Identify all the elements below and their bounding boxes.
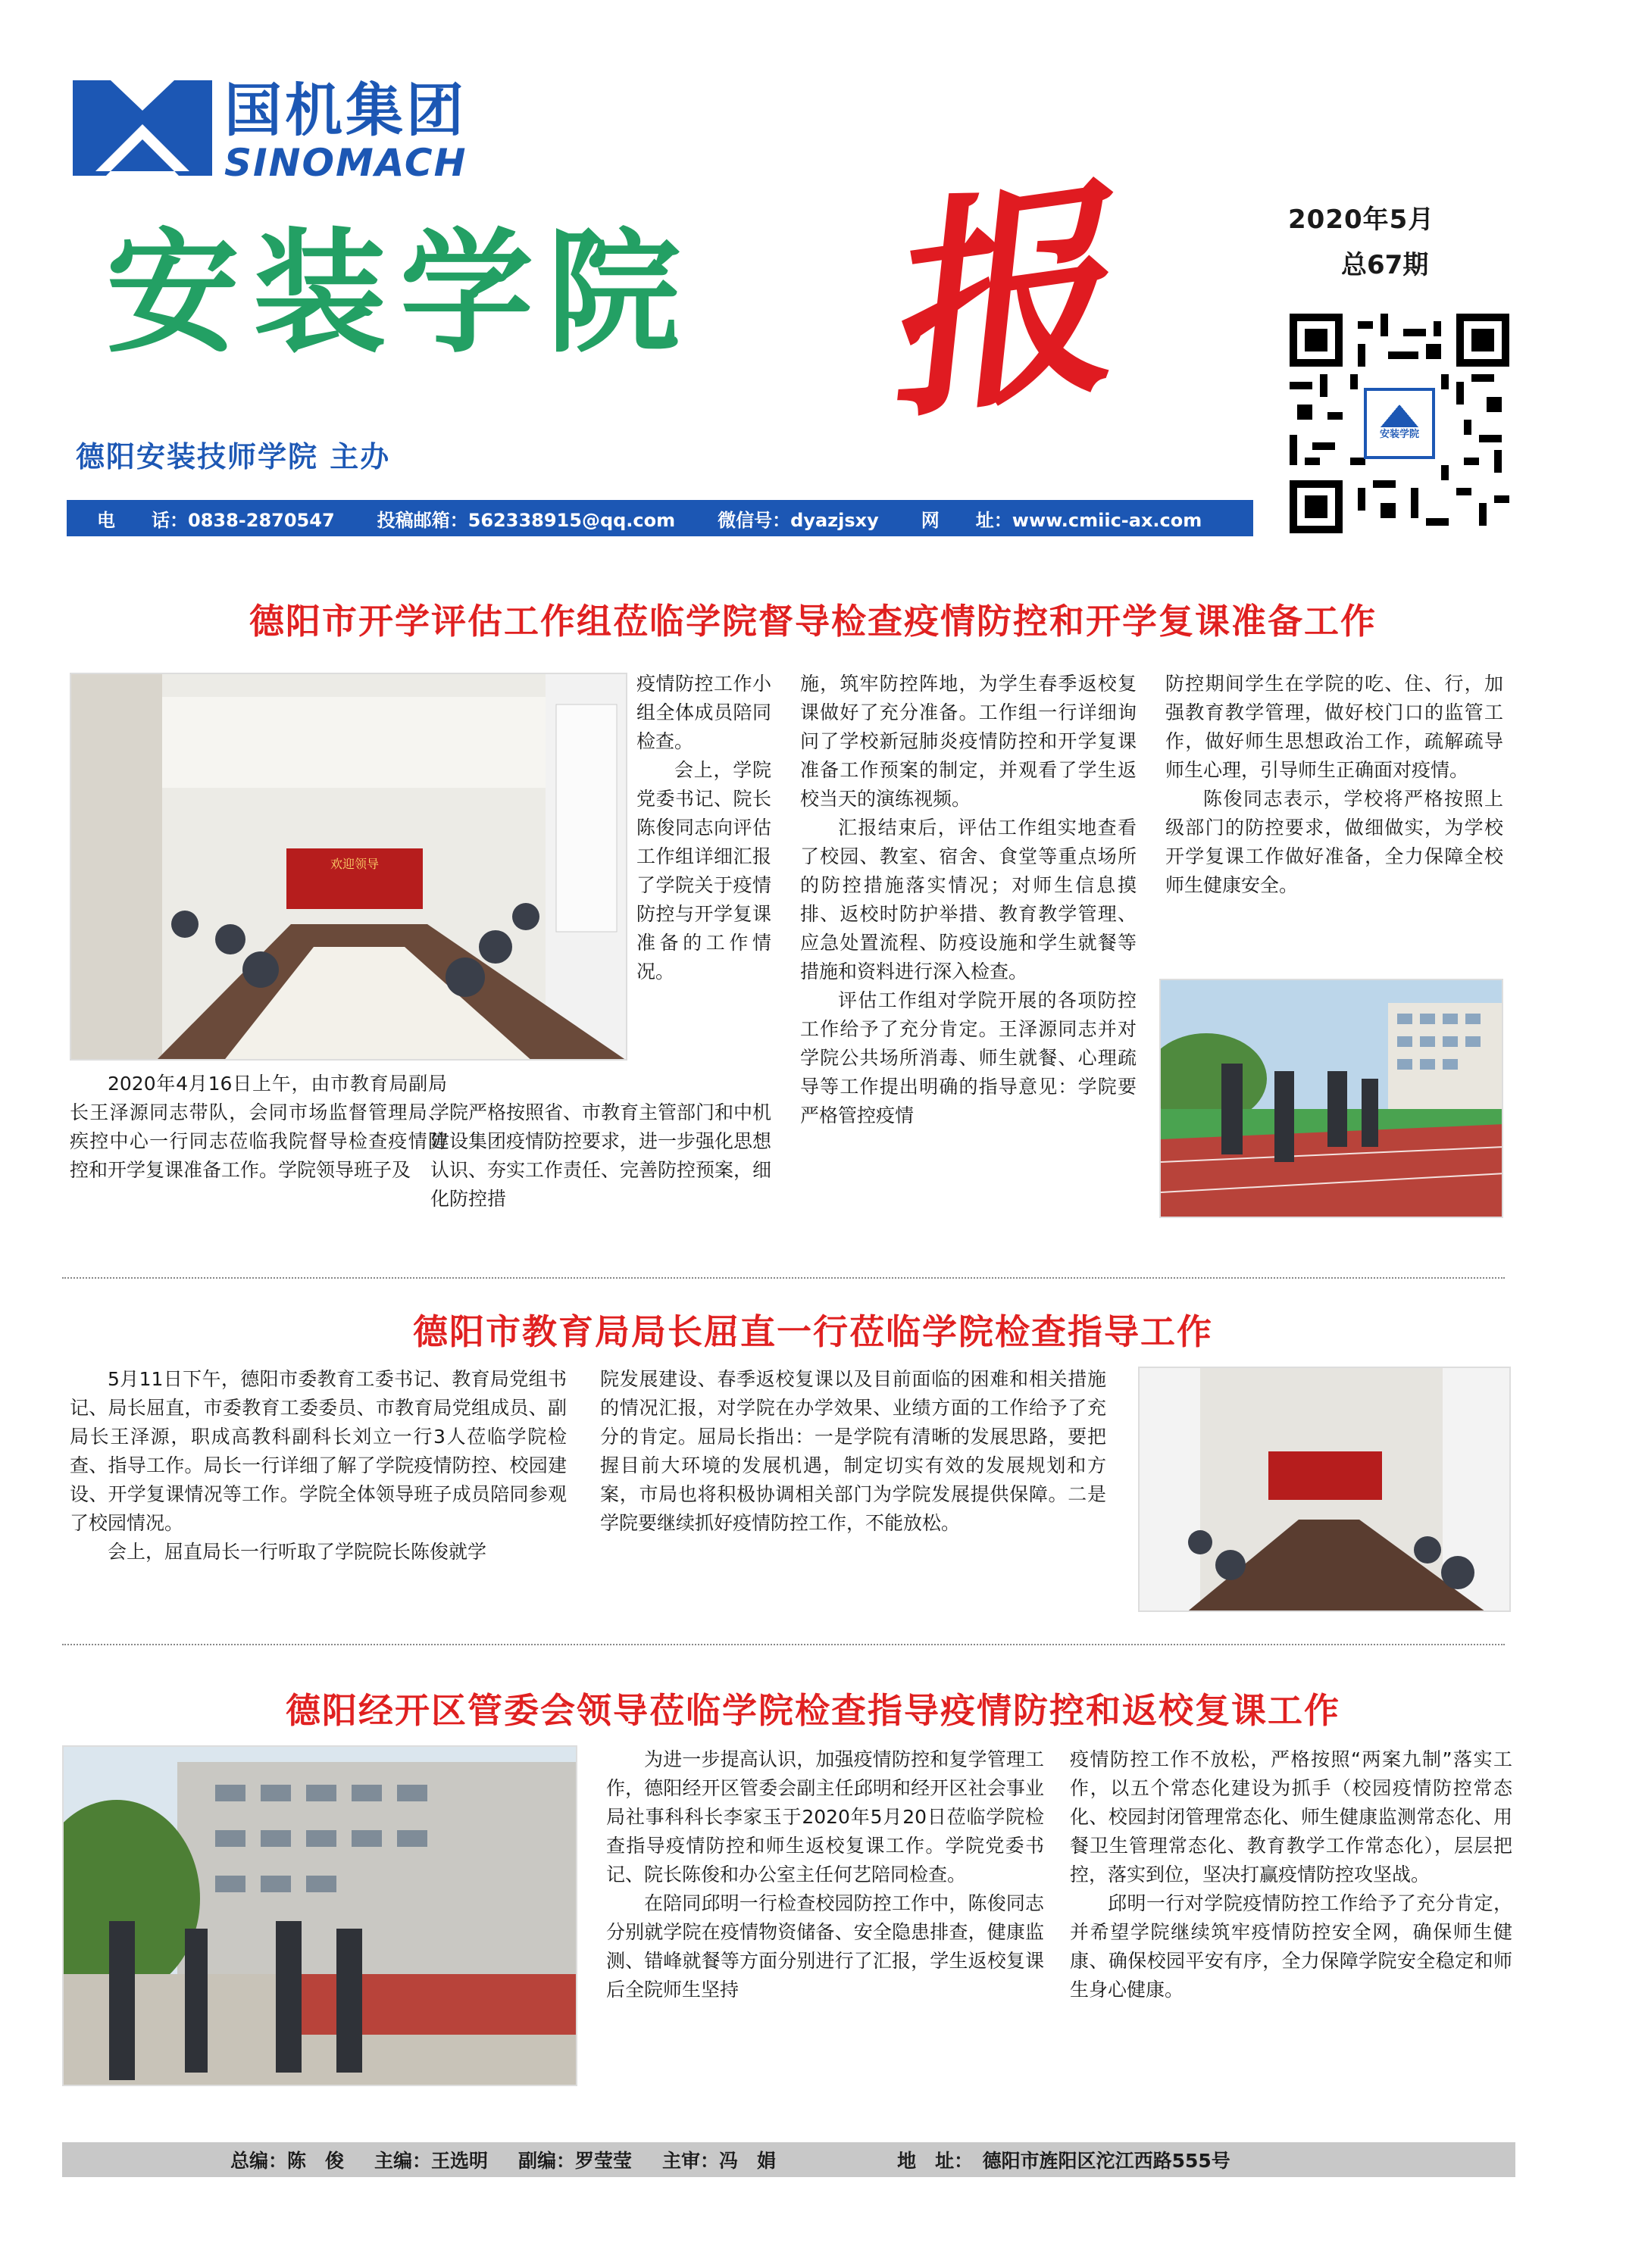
contact-wechat: 微信号：dyazjsxy bbox=[718, 509, 879, 531]
article1-headline: 德阳市开学评估工作组莅临学院督导检查疫情防控和开学复课准备工作 bbox=[249, 601, 1377, 642]
article2-col1 bbox=[70, 1365, 567, 1567]
article1-paragraph: 汇报结束后，评估工作组实地查看了校园、教室、宿舍、食堂等重点场所的防控措施落实情况；对师生信息摸排、返校时防护举措、教育教学管理、应急处置流程、防疫设施和学生就餐等措施和资料进行深入检查。 bbox=[800, 817, 1137, 982]
article1-col2b bbox=[430, 1098, 771, 1214]
footer-deputy-editor: 副编：罗莹莹 bbox=[518, 2150, 633, 2172]
photo-screen-title: 欢迎领导 bbox=[330, 857, 379, 871]
article2-paragraph: 院发展建设、春季返校复课以及目前面临的困难和相关措施的情况汇报，对学院在办学效果、业绩方面的工作给予了充分的肯定。屈局长指出：一是学院有清晰的发展思路，要把握目前大环境的发展机遇，制定切实有效的发展规划和方案，市局也将积极协调相关部门为学院发展提供保障。二是学院要继续抓好疫情防控工作，不能放松。 bbox=[600, 1368, 1106, 1534]
article2-headline: 德阳市教育局局长屈直一行莅临学院检查指导工作 bbox=[413, 1311, 1213, 1352]
footer-reviewer: 主审：冯 娟 bbox=[662, 2150, 777, 2172]
article1-paragraph: 评估工作组对学院开展的各项防控工作给予了充分肯定。王泽源同志并对学院公共场所消毒、师生就餐、心理疏导等工作提出明确的指导意见：学院要严格管控疫情 bbox=[800, 989, 1137, 1126]
article3-paragraph: 疫情防控工作不放松，严格按照“两案九制”落实工作，以五个常态化建设为抓手（校园疫情防控常态化、校园封闭管理常态化、师生健康监测常态化、用餐卫生管理常态化、教育教学工作常态化），层层把控，落实到位，坚决打赢疫情防控攻坚战。 bbox=[1070, 1748, 1512, 1885]
contact-email: 投稿邮箱：562338915@qq.com bbox=[377, 509, 676, 531]
qr-center-label: 安装学院 bbox=[1379, 429, 1419, 440]
article1-paragraph: 会上，学院党委书记、院长陈俊同志向评估工作组详细汇报了学院关于疫情防控与开学复课准备的工作情况。 bbox=[636, 759, 771, 982]
footer-editor-chief: 总编：陈 俊 bbox=[230, 2150, 345, 2172]
article1-paragraph: 陈俊同志表示，学校将严格按照上级部门的防控要求，做细做实，为学校开学复课工作做好准备，全力保障全校师生健康安全。 bbox=[1165, 788, 1503, 896]
contact-phone: 电 话：0838-2870547 bbox=[97, 509, 335, 531]
meeting-room-photo bbox=[70, 673, 627, 1061]
footer-editor: 主编：王选明 bbox=[374, 2150, 489, 2172]
meeting-photo bbox=[1138, 1367, 1511, 1612]
article1-paragraph: 施，筑牢防控阵地，为学生春季返校复课做好了充分准备。工作组一行详细询问了学校新冠肺炎疫情防控和开学复课准备工作预案的制定，并观看了学生返校当天的演练视频。 bbox=[800, 673, 1137, 810]
logo-english-text: SINOMACH bbox=[224, 141, 467, 185]
contact-website: 网 址：www.cmiic-ax.com bbox=[921, 509, 1202, 531]
article2-col2 bbox=[600, 1365, 1106, 1538]
article1-col2a bbox=[636, 670, 771, 986]
logo-chinese-text: 国机集团 bbox=[224, 77, 467, 144]
article2-paragraph: 会上，屈直局长一行听取了学院院长陈俊就学 bbox=[108, 1541, 487, 1563]
article1-paragraph: 防控期间学生在学院的吃、住、行，加强教育教学管理，做好校门口的监管工作，做好师生思想政治工作，疏解疏导师生心理，引导师生正确面对疫情。 bbox=[1165, 673, 1503, 781]
article1-paragraph: 2020年4月16日上午，由市教育局副局长王泽源同志带队，会同市场监督管理局、疾控中心一行同志莅临我院督导检查疫情防控和开学复课准备工作。学院领导班子及 bbox=[70, 1073, 447, 1181]
article1-col3 bbox=[800, 670, 1137, 1130]
section-divider bbox=[62, 1277, 1505, 1279]
article3-col1 bbox=[606, 1745, 1044, 2004]
qr-code-icon bbox=[1288, 314, 1511, 533]
article1-paragraph: 学院严格按照省、市教育主管部门和中机建设集团疫情防控要求，进一步强化思想认识、夯实工作责任、完善防控预案，细化防控措 bbox=[430, 1101, 772, 1210]
footer-bar bbox=[62, 2142, 1515, 2177]
inspection-photo bbox=[62, 1745, 577, 2086]
issue-number: 总67期 bbox=[1341, 250, 1429, 280]
article3-col2 bbox=[1070, 1745, 1512, 2004]
article2-paragraph: 5月11日下午，德阳市委教育工委书记、教育局党组书记、局长屈直，市委教育工委委员、市教育局党组成员、副局长王泽源，职成高教科副科长刘立一行3人莅临学院检查、指导工作。局长一行详细了解了学院疫情防控、校园建设、开学复课情况等工作。学院全体领导班子成员陪同参观了校园情况。 bbox=[70, 1368, 567, 1534]
newspaper-title: 安装学院 bbox=[106, 216, 695, 371]
article3-paragraph: 邱明一行对学院疫情防控工作给予了充分肯定，并希望学院继续筑牢疫情防控安全网，确保师生健康、确保校园平安有序，全力保障学院安全稳定和师生身心健康。 bbox=[1070, 1892, 1512, 2001]
footer-address: 地 址： 德阳市旌阳区沱江西路555号 bbox=[897, 2150, 1230, 2172]
article1-col4 bbox=[1165, 670, 1503, 900]
sinomach-logo-icon bbox=[73, 80, 212, 176]
article1-col1 bbox=[70, 1070, 447, 1185]
article1-paragraph: 疫情防控工作小组全体成员陪同检查。 bbox=[636, 673, 771, 752]
section-divider bbox=[62, 1644, 1505, 1645]
campus-walk-photo bbox=[1159, 979, 1503, 1218]
contact-bar bbox=[67, 500, 1253, 536]
sponsor-line: 德阳安装技师学院 主办 bbox=[76, 440, 391, 473]
article3-headline: 德阳经开区管委会领导莅临学院检查指导疫情防控和返校复课工作 bbox=[286, 1690, 1340, 1731]
newspaper-title-bao: 报 bbox=[861, 154, 1124, 451]
issue-date: 2020年5月 bbox=[1288, 205, 1435, 235]
article3-paragraph: 在陪同邱明一行检查校园防控工作中，陈俊同志分别就学院在疫情物资储备、安全隐患排查，健康监测、错峰就餐等方面分别进行了汇报，学生返校复课后全院师生坚持 bbox=[606, 1892, 1044, 2001]
article3-paragraph: 为进一步提高认识，加强疫情防控和复学管理工作，德阳经开区管委会副主任邱明和经开区社会事业局社事科科长李家玉于2020年5月20日莅临学院检查指导疫情防控和师生返校复课工作。学院党委书记、院长陈俊和办公室主任何艺陪同检查。 bbox=[606, 1748, 1044, 1885]
